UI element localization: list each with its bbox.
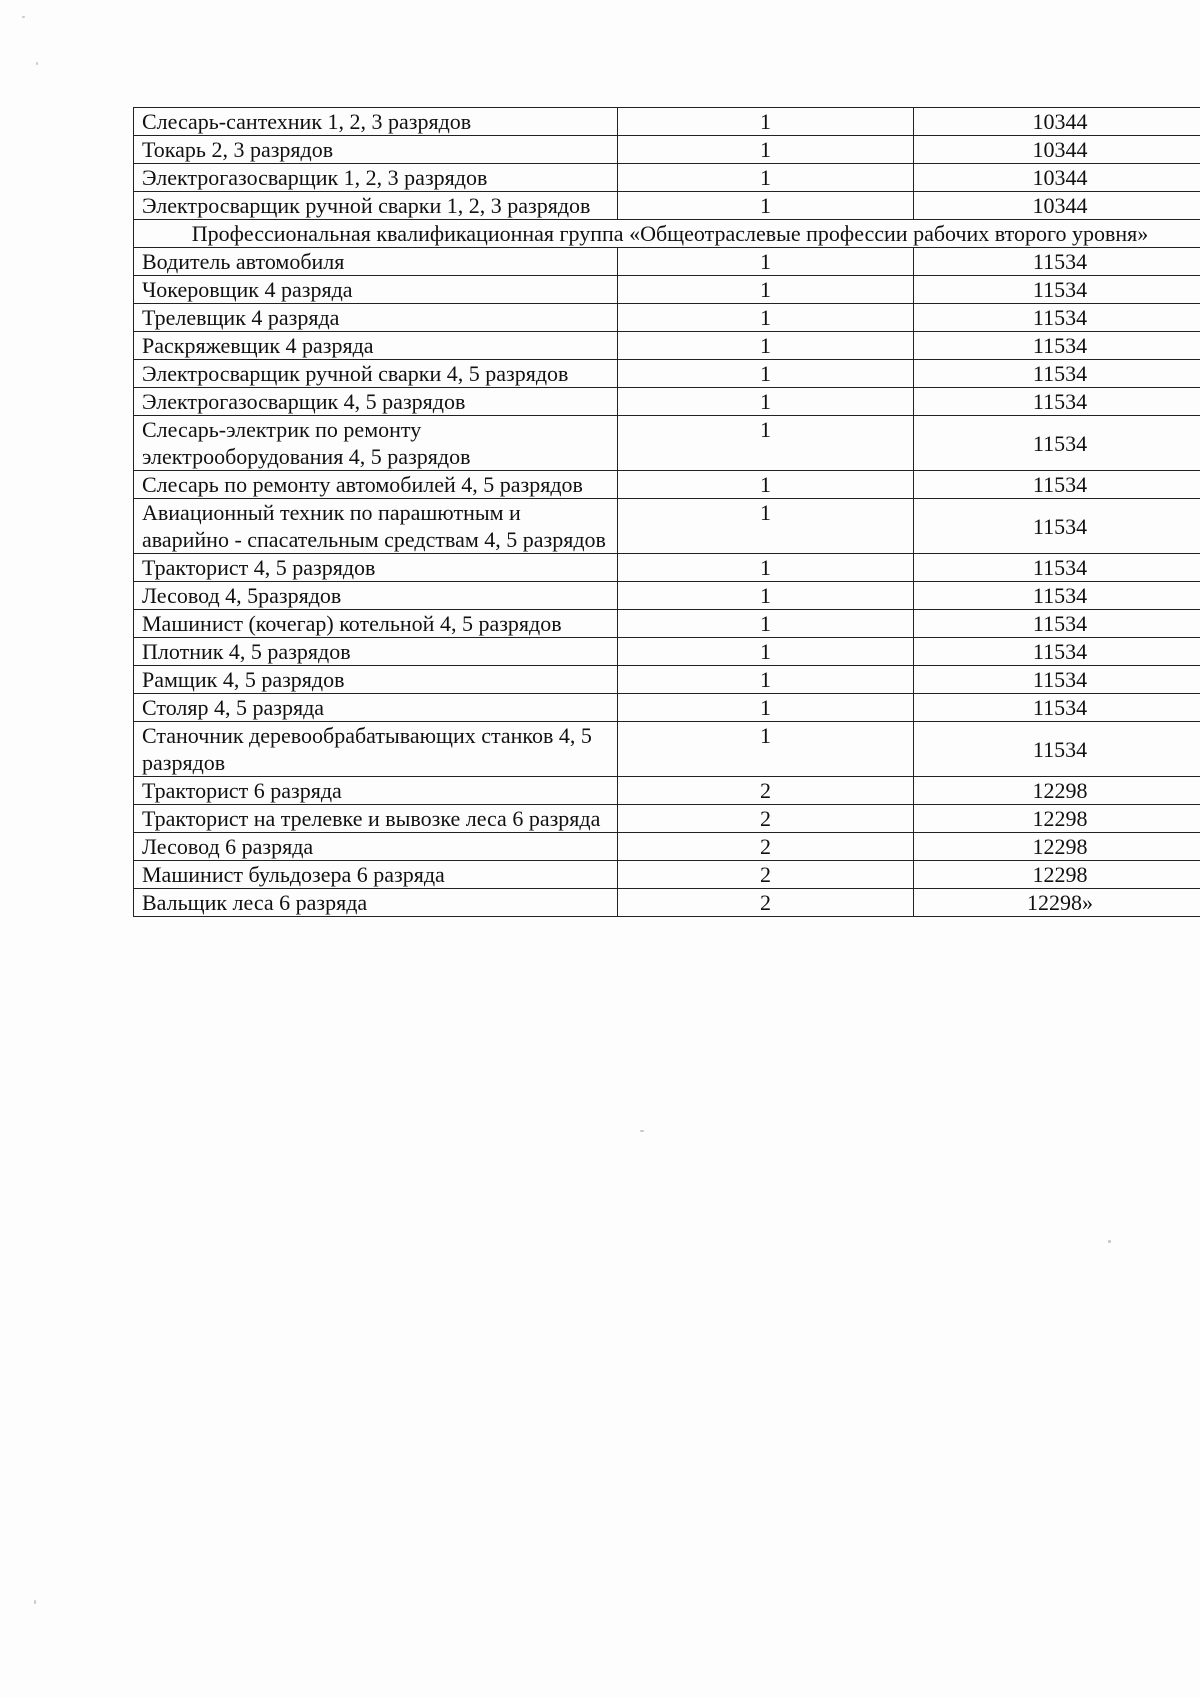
table-row [134,416,1200,471]
profession-cell: Раскряжевщик 4 разряда [134,332,618,360]
profession-cell: Вальщик леса 6 разряда [134,889,618,917]
table-row [134,499,1200,554]
salary-cell: 11534 [914,582,1200,610]
salary-cell: 12298 [914,805,1200,833]
profession-cell: Электросварщик ручной сварки 1, 2, 3 разрядов [134,192,618,220]
qualification-level-cell: 1 [618,304,914,332]
profession-cell: Машинист (кочегар) котельной 4, 5 разрядов [134,610,618,638]
salary-cell: 10344 [914,164,1200,192]
salary-cell: 11534 [914,304,1200,332]
profession-cell: Водитель автомобиля [134,248,618,276]
profession-cell: Чокеровщик 4 разряда [134,276,618,304]
table-row [134,276,1200,304]
salary-cell: 11534 [914,666,1200,694]
salary-cell: 11534 [914,332,1200,360]
table-body-second [134,248,1200,917]
table-row [134,777,1200,805]
scan-speck [36,62,38,65]
table-row [134,582,1200,610]
salary-cell: 12298 [914,777,1200,805]
profession-cell: Слесарь-сантехник 1, 2, 3 разрядов [134,108,618,136]
salary-cell: 11534 [914,388,1200,416]
qualification-level-cell: 1 [618,360,914,388]
salary-cell: 11534 [914,554,1200,582]
group-header-section [134,220,1200,248]
table-row [134,164,1200,192]
qualification-level-cell: 1 [618,332,914,360]
qualification-level-cell: 2 [618,777,914,805]
group-header: Профессиональная квалификационная группа «Общеотраслевые профессии рабочих второго уровня» [134,220,1200,248]
qualification-level-cell: 2 [618,861,914,889]
qualification-level-cell: 1 [618,276,914,304]
salary-cell: 11534 [914,276,1200,304]
qualification-level-cell: 1 [618,499,914,554]
scan-speck [22,16,25,18]
group-header-row [134,220,1200,248]
table-body-first [134,108,1200,220]
profession-cell: Столяр 4, 5 разряда [134,694,618,722]
profession-cell: Лесовод 6 разряда [134,833,618,861]
profession-cell: Электрогазосварщик 4, 5 разрядов [134,388,618,416]
scan-speck [640,1130,644,1132]
table-row [134,108,1200,136]
scan-speck [1108,1240,1111,1243]
qualification-level-cell: 2 [618,805,914,833]
qualification-level-cell: 1 [618,554,914,582]
table-row [134,360,1200,388]
qualification-level-cell: 1 [618,164,914,192]
qualification-level-cell: 1 [618,666,914,694]
table-row [134,332,1200,360]
table-row [134,471,1200,499]
qualification-level-cell: 1 [618,248,914,276]
profession-cell: Слесарь по ремонту автомобилей 4, 5 разрядов [134,471,618,499]
profession-cell: Машинист бульдозера 6 разряда [134,861,618,889]
profession-cell: Тракторист 4, 5 разрядов [134,554,618,582]
profession-cell: Лесовод 4, 5разрядов [134,582,618,610]
profession-cell: Авиационный техник по парашютным и аварийно - спасательным средствам 4, 5 разрядов [134,499,618,554]
salary-cell: 12298 [914,833,1200,861]
table-row [134,805,1200,833]
table-row [134,388,1200,416]
salary-cell: 11534 [914,638,1200,666]
salary-cell: 11534 [914,694,1200,722]
qualification-level-cell: 1 [618,722,914,777]
scan-speck [34,1600,36,1604]
table-row [134,638,1200,666]
profession-cell: Тракторист на трелевке и вывозке леса 6 разряда [134,805,618,833]
table-row [134,136,1200,164]
profession-cell: Станочник деревообрабатывающих станков 4, 5 разрядов [134,722,618,777]
qualification-level-cell: 1 [618,416,914,471]
profession-cell: Тракторист 6 разряда [134,777,618,805]
qualification-level-cell: 1 [618,192,914,220]
qualification-level-cell: 1 [618,136,914,164]
table-row [134,694,1200,722]
salary-cell: 10344 [914,136,1200,164]
profession-cell: Рамщик 4, 5 разрядов [134,666,618,694]
table-row [134,610,1200,638]
salary-cell: 11534 [914,248,1200,276]
qualification-level-cell: 2 [618,833,914,861]
salary-cell: 10344 [914,108,1200,136]
qualification-level-cell: 1 [618,582,914,610]
profession-cell: Электрогазосварщик 1, 2, 3 разрядов [134,164,618,192]
salary-cell: 11534 [914,610,1200,638]
salary-cell: 10344 [914,192,1200,220]
qualification-level-cell: 1 [618,388,914,416]
salary-cell: 11534 [914,416,1200,471]
table-row [134,889,1200,917]
table-row [134,192,1200,220]
salary-cell: 12298 [914,861,1200,889]
qualification-level-cell: 1 [618,108,914,136]
table-row [134,722,1200,777]
qualification-level-cell: 1 [618,610,914,638]
qualification-level-cell: 2 [618,889,914,917]
table-row [134,554,1200,582]
table-row [134,666,1200,694]
profession-cell: Токарь 2, 3 разрядов [134,136,618,164]
profession-cell: Плотник 4, 5 разрядов [134,638,618,666]
qualification-level-cell: 1 [618,471,914,499]
table-row [134,861,1200,889]
profession-cell: Трелевщик 4 разряда [134,304,618,332]
salary-cell: 11534 [914,360,1200,388]
salary-cell: 11534 [914,471,1200,499]
profession-cell: Электросварщик ручной сварки 4, 5 разрядов [134,360,618,388]
qualification-level-cell: 1 [618,638,914,666]
qualification-level-cell: 1 [618,694,914,722]
profession-cell: Слесарь-электрик по ремонту электрооборудования 4, 5 разрядов [134,416,618,471]
table-row [134,248,1200,276]
salary-table [133,107,1200,917]
salary-cell: 11534 [914,499,1200,554]
salary-cell: 11534 [914,722,1200,777]
table-row [134,833,1200,861]
salary-cell: 12298» [914,889,1200,917]
table-row [134,304,1200,332]
